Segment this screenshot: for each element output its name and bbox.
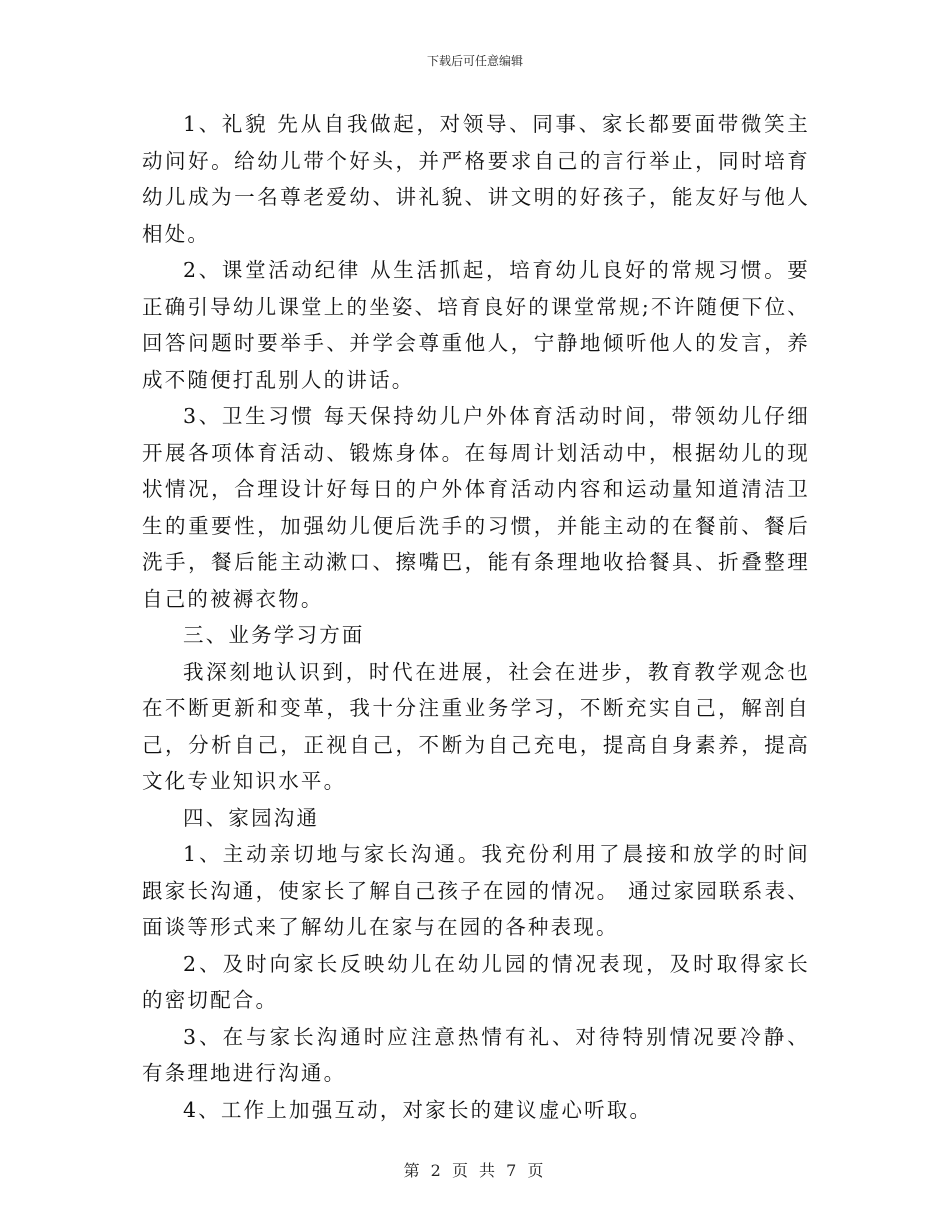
paragraph-communication-2: 2、及时向家长反映幼儿在幼儿园的情况表现，及时取得家长的密切配合。	[142, 951, 810, 1012]
section-heading-professional-study: 三、业务学习方面	[183, 623, 365, 647]
section-heading-home-school-communication: 四、家园沟通	[183, 805, 320, 830]
paragraph-communication-3: 3、在与家长沟通时应注意热情有礼、对待特别情况要冷静、有条理地进行沟通。	[142, 1024, 810, 1085]
paragraph-professional-study: 我深刻地认识到，时代在进展，社会在进步，教育教学观念也在不断更新和变革，我十分注重业务学习，不断充实自己，解剖自己，分析自己，正视自己，不断为自己充电，提高自身素养，提高文化专业知识水平。	[142, 659, 810, 793]
paragraph-etiquette: 1、礼貌 先从自我做起，对领导、同事、家长都要面带微笑主动问好。给幼儿带个好头，并严格要求自己的言行举止，同时培育幼儿成为一名尊老爱幼、讲礼貌、讲文明的好孩子，能友好与他人相处。	[142, 112, 810, 246]
document-body	[142, 106, 810, 1128]
page-number-footer: 第 2 页 共 7 页	[403, 1161, 547, 1180]
paragraph-classroom-discipline: 2、课堂活动纪律 从生活抓起，培育幼儿良好的常规习惯。要正确引导幼儿课堂上的坐姿、培育良好的课堂常规;不许随便下位、回答问题时要举手、并学会尊重他人，宁静地倾听他人的发言，养成不随便打乱别人的讲话。	[142, 258, 810, 392]
paragraph-communication-4: 4、工作上加强互动，对家长的建议虚心听取。	[183, 1097, 653, 1122]
page-header: 下载后可任意编辑	[426, 54, 523, 68]
paragraph-communication-1: 1、主动亲切地与家长沟通。我充份利用了晨接和放学的时间跟家长沟通，使家长了解自己孩子在园的情况。 通过家园联系表、面谈等形式来了解幼儿在家与在园的各种表现。	[142, 842, 810, 939]
paragraph-hygiene-habits: 3、卫生习惯 每天保持幼儿户外体育活动时间，带领幼儿仔细开展各项体育活动、锻炼身体。在每周计划活动中，根据幼儿的现状情况，合理设计好每日的户外体育活动内容和运动量知道清洁卫生的重要性，加强幼儿便后洗手的习惯，并能主动的在餐前、餐后洗手，餐后能主动漱口、擦嘴巴，能有条理地收拾餐具、折叠整理自己的被褥衣物。	[142, 404, 810, 611]
